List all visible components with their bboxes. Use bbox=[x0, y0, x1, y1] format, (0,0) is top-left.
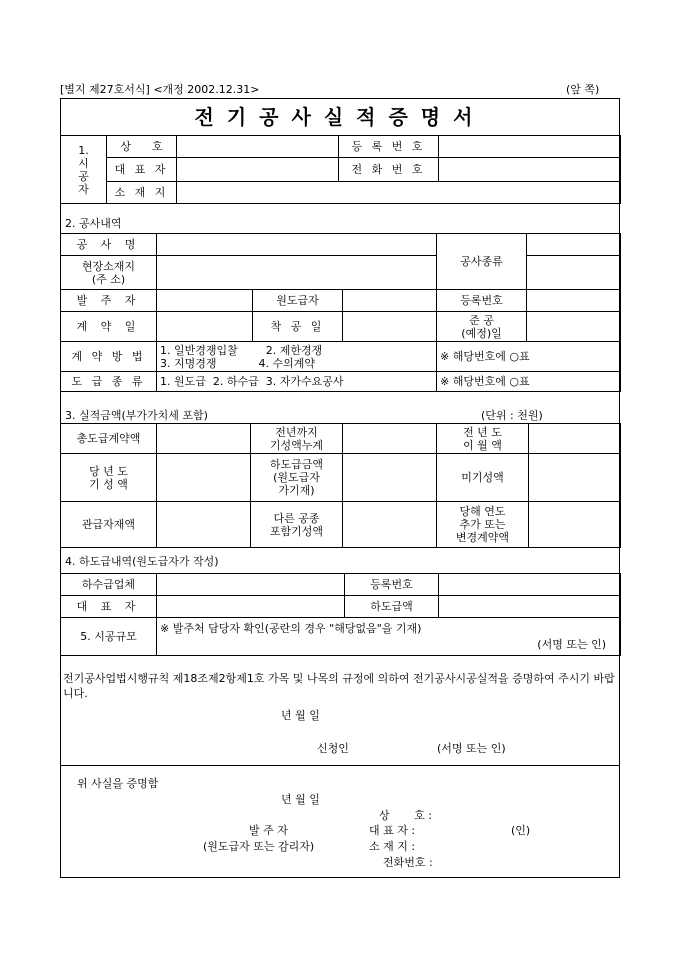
form-number: [별지 제27호서식] <개정 2002.12.31> bbox=[60, 83, 260, 96]
certify-heading: 위 사실을 증명함 bbox=[77, 777, 159, 790]
field-subcontract-amount[interactable] bbox=[343, 454, 437, 502]
label-sub-amount: 하도급액 bbox=[345, 596, 439, 618]
field-prime-contractor[interactable] bbox=[343, 290, 437, 312]
field-subcontractor[interactable] bbox=[157, 574, 345, 596]
label-work-kind: 공사종류 bbox=[437, 234, 527, 290]
certify-date[interactable]: 년 월 일 bbox=[281, 793, 320, 806]
certify-seal[interactable]: (인) bbox=[511, 824, 531, 837]
certify-address: 소 재 지 : bbox=[369, 840, 416, 853]
field-change-contract[interactable] bbox=[529, 502, 621, 548]
scale-sign: (서명 또는 인) bbox=[537, 638, 606, 651]
field-work-kind-2[interactable] bbox=[527, 256, 621, 290]
certify-trade-name: 상 호 : bbox=[379, 809, 432, 822]
label-contract-type: 도 급 종 류 bbox=[61, 372, 157, 392]
field-site[interactable] bbox=[157, 256, 437, 290]
section-1-table bbox=[60, 135, 621, 204]
field-contract-date[interactable] bbox=[157, 312, 253, 342]
label-subcontract-amount: 하도급금액 (원도급자 가기재) bbox=[251, 454, 343, 502]
label-contract-date: 계 약 일 bbox=[61, 312, 157, 342]
label-completion-date: 준 공 (예정)일 bbox=[437, 312, 527, 342]
field-phone[interactable] bbox=[439, 158, 621, 182]
label-trade-name: 상 호 bbox=[107, 136, 177, 158]
label-unpaid: 미기성액 bbox=[437, 454, 529, 502]
label-work-name: 공 사 명 bbox=[61, 234, 157, 256]
field-representative[interactable] bbox=[177, 158, 339, 182]
label-supplied-material: 관급자재액 bbox=[61, 502, 157, 548]
field-supplied-material[interactable] bbox=[157, 502, 251, 548]
label-other-work: 다른 공종 포함기성액 bbox=[251, 502, 343, 548]
contract-type-options[interactable]: 1. 원도급 2. 하수급 3. 자가수요공사 bbox=[157, 372, 437, 392]
contract-method-options[interactable]: 1. 일반경쟁입찰 2. 제한경쟁 3. 지명경쟁 4. 수의계약 bbox=[157, 342, 437, 372]
field-address[interactable] bbox=[177, 182, 621, 204]
field-prime-regno[interactable] bbox=[527, 290, 621, 312]
label-sub-representative: 대 표 자 bbox=[61, 596, 157, 618]
label-construction-scale: 5. 시공규모 bbox=[61, 618, 157, 656]
label-site: 현장소재지 (주 소) bbox=[61, 256, 157, 290]
contract-method-note: ※ 해당번호에 ○표 bbox=[437, 342, 621, 372]
field-prev-year-carryover[interactable] bbox=[529, 424, 621, 454]
section-3-table bbox=[60, 423, 621, 548]
section-3-unit: (단위 : 천원) bbox=[481, 409, 543, 422]
section-2-heading: 2. 공사내역 bbox=[65, 217, 122, 230]
field-start-date[interactable] bbox=[343, 312, 437, 342]
label-start-date: 착 공 일 bbox=[253, 312, 343, 342]
label-subcontractor: 하수급업체 bbox=[61, 574, 157, 596]
section-4-heading: 4. 하도급내역(원도급자가 작성) bbox=[65, 555, 219, 568]
field-total-contract[interactable] bbox=[157, 424, 251, 454]
label-change-contract: 당해 연도 추가 또는 변경계약액 bbox=[437, 502, 529, 548]
field-sub-amount[interactable] bbox=[439, 596, 621, 618]
label-sub-regno: 등록번호 bbox=[345, 574, 439, 596]
document-title: 전기공사실적증명서 bbox=[61, 99, 619, 136]
section-4-table bbox=[60, 573, 621, 656]
scale-note: ※ 발주처 담당자 확인(공란의 경우 "해당없음"을 기재) bbox=[160, 622, 422, 635]
label-total-contract: 총도급계약액 bbox=[61, 424, 157, 454]
section-1-caption bbox=[61, 136, 107, 204]
label-orderer: 발 주 자 bbox=[61, 290, 157, 312]
field-trade-name[interactable] bbox=[177, 136, 339, 158]
applicant-label: 신청인 bbox=[317, 742, 349, 755]
label-prime-contractor: 원도급자 bbox=[253, 290, 343, 312]
label-representative: 대 표 자 bbox=[107, 158, 177, 182]
label-prime-regno: 등록번호 bbox=[437, 290, 527, 312]
field-this-year[interactable] bbox=[157, 454, 251, 502]
field-work-name[interactable] bbox=[157, 234, 437, 256]
field-other-work[interactable] bbox=[343, 502, 437, 548]
field-orderer[interactable] bbox=[157, 290, 253, 312]
field-prev-cumulative[interactable] bbox=[343, 424, 437, 454]
section-2-table bbox=[60, 233, 621, 392]
section-1-title: 시 공 자 bbox=[78, 156, 89, 196]
request-text: 전기공사업법시행규칙 제18조제2항제1호 가목 및 나목의 규정에 의하여 전기공사시공실적을 증명하여 주시기 바랍니다. bbox=[63, 672, 615, 700]
label-address: 소 재 지 bbox=[107, 182, 177, 204]
field-sub-regno[interactable] bbox=[439, 574, 621, 596]
label-registration-no: 등 록 번 호 bbox=[339, 136, 439, 158]
applicant-sign[interactable]: (서명 또는 인) bbox=[437, 742, 506, 755]
contract-type-note: ※ 해당번호에 ○표 bbox=[437, 372, 621, 392]
certify-orderer-sub: (원도급자 또는 감리자) bbox=[203, 840, 315, 853]
certify-phone: 전화번호 : bbox=[383, 856, 433, 869]
field-construction-scale[interactable] bbox=[157, 618, 621, 656]
page-side-label: (앞 쪽) bbox=[566, 83, 600, 96]
section-1-num: 1. bbox=[78, 143, 89, 157]
field-sub-representative[interactable] bbox=[157, 596, 345, 618]
section-3-heading: 3. 실적금액(부가가치세 포함) bbox=[65, 409, 208, 422]
label-prev-cumulative: 전년까지 기성액누계 bbox=[251, 424, 343, 454]
request-date[interactable]: 년 월 일 bbox=[281, 709, 320, 722]
label-contract-method: 계 약 방 법 bbox=[61, 342, 157, 372]
field-completion-date[interactable] bbox=[527, 312, 621, 342]
field-registration-no[interactable] bbox=[439, 136, 621, 158]
field-unpaid[interactable] bbox=[529, 454, 621, 502]
certify-orderer: 발 주 자 bbox=[249, 824, 288, 837]
certify-representative: 대 표 자 : bbox=[369, 824, 416, 837]
label-this-year: 당 년 도 기 성 액 bbox=[61, 454, 157, 502]
field-work-kind[interactable] bbox=[527, 234, 621, 256]
certificate-form bbox=[60, 98, 620, 878]
certify-divider bbox=[61, 765, 619, 766]
label-phone: 전 화 번 호 bbox=[339, 158, 439, 182]
label-prev-year-carryover: 전 년 도 이 월 액 bbox=[437, 424, 529, 454]
